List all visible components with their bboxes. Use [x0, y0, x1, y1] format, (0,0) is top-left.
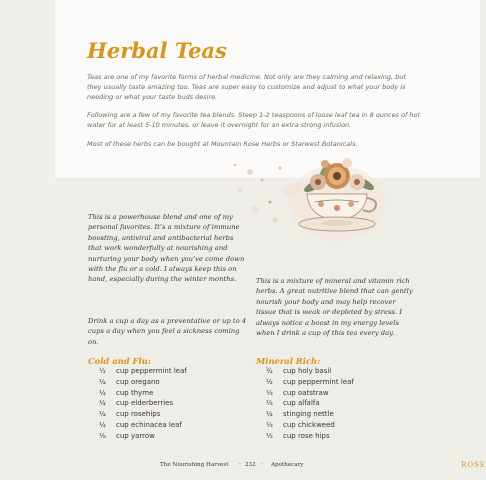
ingredient: cup holy basil	[283, 367, 332, 375]
list-item	[99, 409, 187, 420]
list-item	[99, 366, 187, 377]
quantity: ¼	[266, 410, 273, 419]
quantity: ⅛	[99, 431, 106, 440]
ingredient: cup rose hips	[283, 431, 330, 440]
ingredient: cup peppermint leaf	[116, 367, 187, 375]
cold-flu-ingredients	[99, 366, 187, 442]
list-item	[266, 388, 354, 399]
ingredient: cup echinacea leaf	[116, 420, 182, 429]
quantity: ¾	[266, 367, 273, 375]
list-item	[99, 431, 187, 442]
footer-page-number: 232	[245, 462, 256, 468]
quantity: ⅓	[266, 420, 273, 429]
quantity: ¼	[99, 410, 106, 419]
quantity: ¼	[99, 420, 106, 429]
quantity: ¼	[99, 388, 106, 397]
list-item	[266, 366, 354, 377]
quantity: ⅓	[266, 388, 273, 397]
quantity: ½	[99, 367, 106, 375]
mineral-rich-heading: Mineral Rich:	[256, 356, 321, 366]
ingredient: cup oregano	[116, 377, 160, 386]
quantity: ⅓	[266, 431, 273, 440]
ingredient: stinging nettle	[283, 410, 334, 419]
ingredient: cup alfalfa	[283, 399, 320, 408]
list-item	[99, 388, 187, 399]
list-item	[99, 420, 187, 431]
cold-flu-usage: Drink a cup a day as a preventative or up to 4 cups a day when you feel a sickness coming on.	[88, 317, 247, 346]
page-title: Herbal Teas	[87, 38, 227, 63]
quantity: ¼	[99, 377, 106, 386]
footer-section: Apothecary	[271, 462, 304, 468]
list-item	[266, 409, 354, 420]
intro-paragraph-1: Teas are one of my favorite forms of herbal medicine. Not only are they calming and relaxing, but they usually taste amazing too. Teas are super easy to customize and adjust to what your body is needing or what your taste buds desire.	[87, 73, 406, 101]
ingredient: cup oatstraw	[283, 388, 329, 397]
list-item	[266, 431, 354, 442]
list-item	[266, 377, 354, 388]
list-item	[266, 398, 354, 409]
intro-paragraph-2: Following are a few of my favorite tea blends. Steep 1-2 teaspoons of loose leaf tea in 8 ounces of hot water for at least 5-10 minutes, or leave it overnight for an extra strong infusion.	[87, 111, 421, 129]
footer-separator: ·	[239, 462, 241, 468]
teacup-flowers-icon	[285, 148, 390, 248]
ingredient: cup yarrow	[116, 431, 155, 440]
footer-separator: ·	[261, 462, 263, 468]
list-item	[99, 398, 187, 409]
cold-flu-heading: Cold and Flu:	[88, 356, 151, 366]
next-page-peek: ROSE	[461, 461, 486, 469]
ingredient: cup thyme	[116, 388, 154, 397]
ingredient: cup chickweed	[283, 420, 335, 429]
ingredient: cup rosehips	[116, 410, 161, 419]
mineral-rich-ingredients	[266, 366, 354, 442]
mineral-rich-description: This is a mixture of mineral and vitamin rich herbs. A great nutritive blend that can gently nourish your body and may help recover tissue that is weak or depleted by stress. I always notice a boost in my energy levels when I drink a cup of this tea every day.	[256, 277, 413, 338]
cold-flu-description: This is a powerhouse blend and one of my personal favorites. It’s a mixture of immune boosting, antiviral and antibacterial herbs that work wonderfully at nourishing and nurturing your body when you’ve come down with the flu or a cold. I always keep this on hand, especially during the winter months.	[88, 213, 245, 284]
ingredient: cup peppermint leaf	[283, 377, 354, 386]
footer-book-title: The Nourishing Harvest	[160, 462, 229, 468]
quantity: ⅓	[266, 399, 273, 408]
quantity: ½	[266, 377, 273, 386]
list-item	[99, 377, 187, 388]
quantity: ¼	[99, 399, 106, 408]
ingredient: cup elderberries	[116, 399, 174, 408]
list-item	[266, 420, 354, 431]
intro-paragraph-3: Most of these herbs can be bought at Mountain Rose Herbs or Starwest Botanicals.	[87, 140, 358, 148]
